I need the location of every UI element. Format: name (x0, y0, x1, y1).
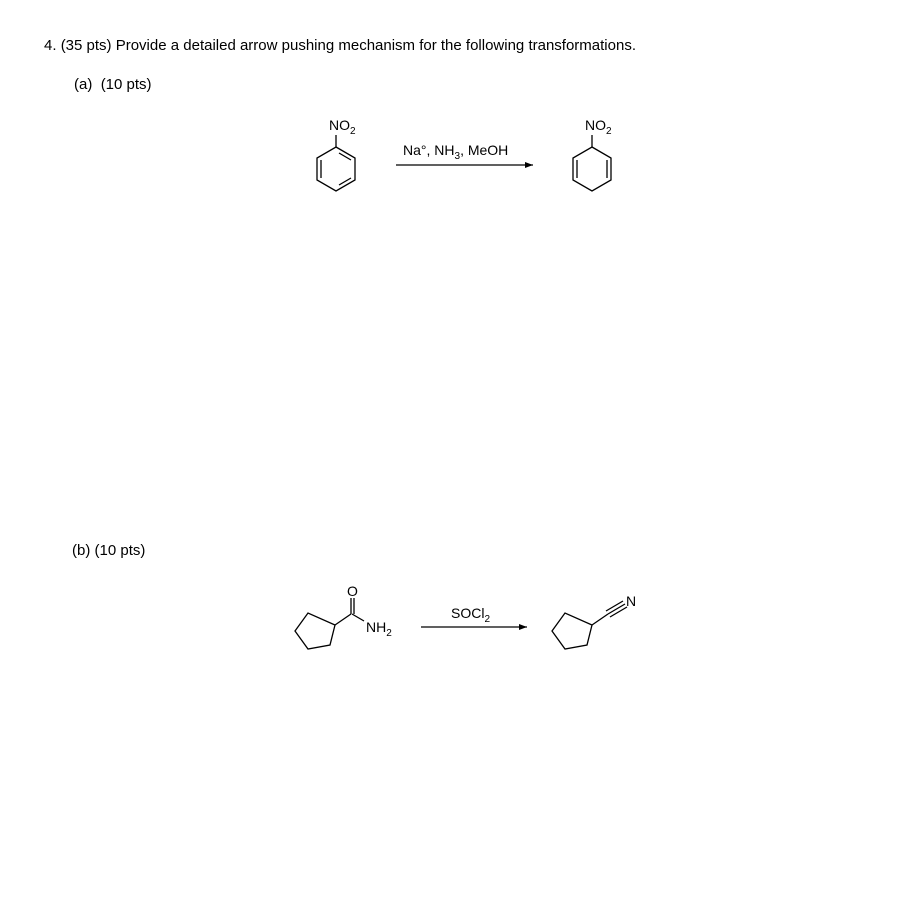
reactant-no2-label: $NO_2$ (329, 117, 356, 137)
cyclopentane-ring-reactant (295, 613, 335, 649)
reagent-b-label: SOCl$_2$ (451, 605, 491, 625)
part-a-letter: (a) (74, 76, 93, 93)
reagents-a-label: Na°, $NH_3$, MeOH (403, 142, 509, 162)
ring-nitrile-bond (592, 614, 608, 625)
part-b-label: (b) (10 pts) (72, 542, 146, 559)
c-n-amide-bond (352, 614, 364, 621)
reaction-arrow-a (396, 142, 533, 165)
cyclopentanecarboxamide-structure (295, 583, 392, 649)
amide-nh2-label: $NH_2$ (366, 619, 392, 639)
cyclopentane-ring-product (552, 613, 592, 649)
question-points: (35 pts) (60, 37, 112, 54)
reaction-arrow-b (421, 605, 527, 627)
benzene-ring (317, 147, 355, 191)
cyclopentanecarbonitrile-structure (552, 593, 636, 649)
nitrobenzene-structure (317, 117, 356, 191)
question-number: 4. (44, 37, 57, 54)
product-no2-label: $NO_2$ (585, 117, 612, 137)
nitrile-n-label: N (626, 593, 637, 609)
nitrocyclohexadiene-structure (573, 117, 612, 191)
carbonyl-oxygen-label: O (347, 583, 358, 599)
question-prompt: Provide a detailed arrow pushing mechanism for the following transformations. (115, 37, 636, 54)
part-a-points: (10 pts) (100, 76, 152, 93)
ring-carbonyl-bond (335, 614, 351, 625)
cyclohexadiene-ring (573, 147, 611, 191)
